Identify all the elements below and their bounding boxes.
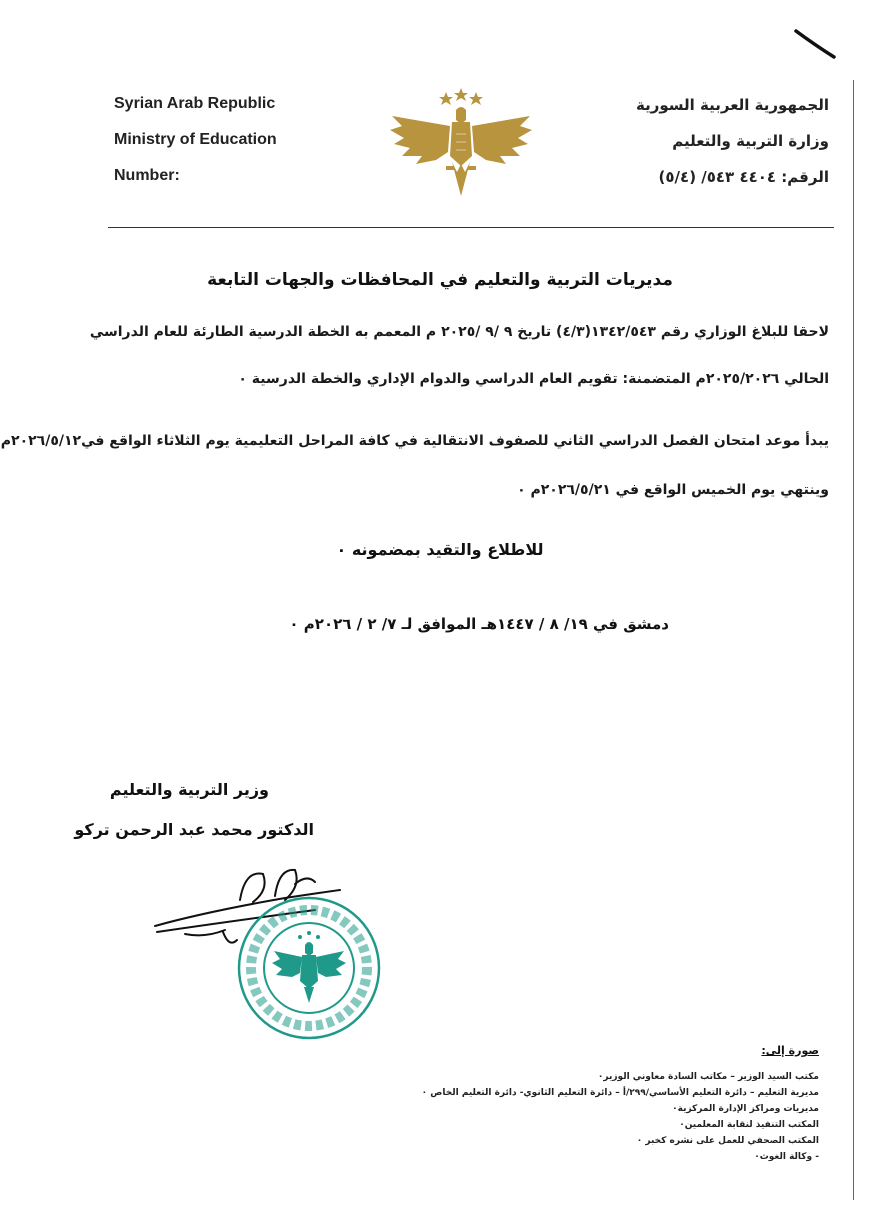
eagle-emblem-icon <box>386 86 536 201</box>
body-para1-line2: الحالي ٢٠٢٥/٢٠٢٦م المتضمنة: تقويم العام الدراسي والدوام الإداري والخطة الدرسية ٠ <box>238 371 829 387</box>
corner-pen-stroke <box>790 25 840 65</box>
header-en-country: Syrian Arab Republic <box>114 95 276 112</box>
body-para2-line2: وينتهي يوم الخميس الواقع في ٢٠٢٦/٥/٢١م ٠ <box>517 482 829 498</box>
cc-item: المكتب التنفيذ لنقابة المعلمين٠ <box>679 1120 819 1130</box>
header-en-ministry: Ministry of Education <box>114 131 277 148</box>
cc-item: مديرية التعليم – دائرة التعليم الأساسي/٢٩٩/أ – دائرة التعليم الثانوي- دائرة التعليم الخاص ٠ <box>421 1088 819 1098</box>
header-ar-number: الرقم: ٤٤٠٤ ٥٤٣/ (٥/٤) <box>658 168 829 186</box>
cc-item: - وكالة الغوث٠ <box>754 1152 819 1162</box>
notice-line: للاطلاع والتقيد بمضمونه ٠ <box>336 540 544 559</box>
body-para1-line1: لاحقا للبلاغ الوزاري رقم ١٣٤٢/٥٤٣(٤/٣) تاريخ ٩ /٩ /٢٠٢٥ م المعمم به الخطة الدرسية الطارئة للعام الدراسي <box>89 324 829 340</box>
page-edge-line <box>853 80 854 1200</box>
header-ar-country: الجمهورية العربية السورية <box>636 96 829 114</box>
addressee-heading: مديريات التربية والتعليم في المحافظات والجهات التابعة <box>207 270 673 290</box>
header-en-number-label: Number: <box>114 167 180 184</box>
cc-heading: صورة إلى: <box>761 1044 819 1057</box>
header-divider <box>108 227 834 228</box>
header-ar-ministry: وزارة التربية والتعليم <box>672 132 829 150</box>
ministry-seal <box>234 893 384 1043</box>
cc-item: المكتب الصحفي للعمل على نشره كخبر ٠ <box>636 1136 819 1146</box>
cc-item: مكتب السيد الوزير – مكاتب السادة معاوني الوزير٠ <box>597 1072 819 1082</box>
date-line: دمشق في ١٩/ ٨ / ١٤٤٧هـ الموافق لـ ٧/ ٢ / ٢٠٢٦م ٠ <box>289 615 669 633</box>
signatory-title: وزير التربية والتعليم <box>109 780 269 799</box>
cc-item: مديريات ومراكز الإدارة المركزية٠ <box>672 1104 819 1114</box>
body-para2-line1: يبدأ موعد امتحان الفصل الدراسي الثاني للصفوف الانتقالية في كافة المراحل التعليمية يوم الثلاثاء الواقع في٢٠٢٦/٥/١٢م <box>0 433 829 449</box>
signatory-name: الدكتور محمد عبد الرحمن تركو <box>74 820 314 839</box>
